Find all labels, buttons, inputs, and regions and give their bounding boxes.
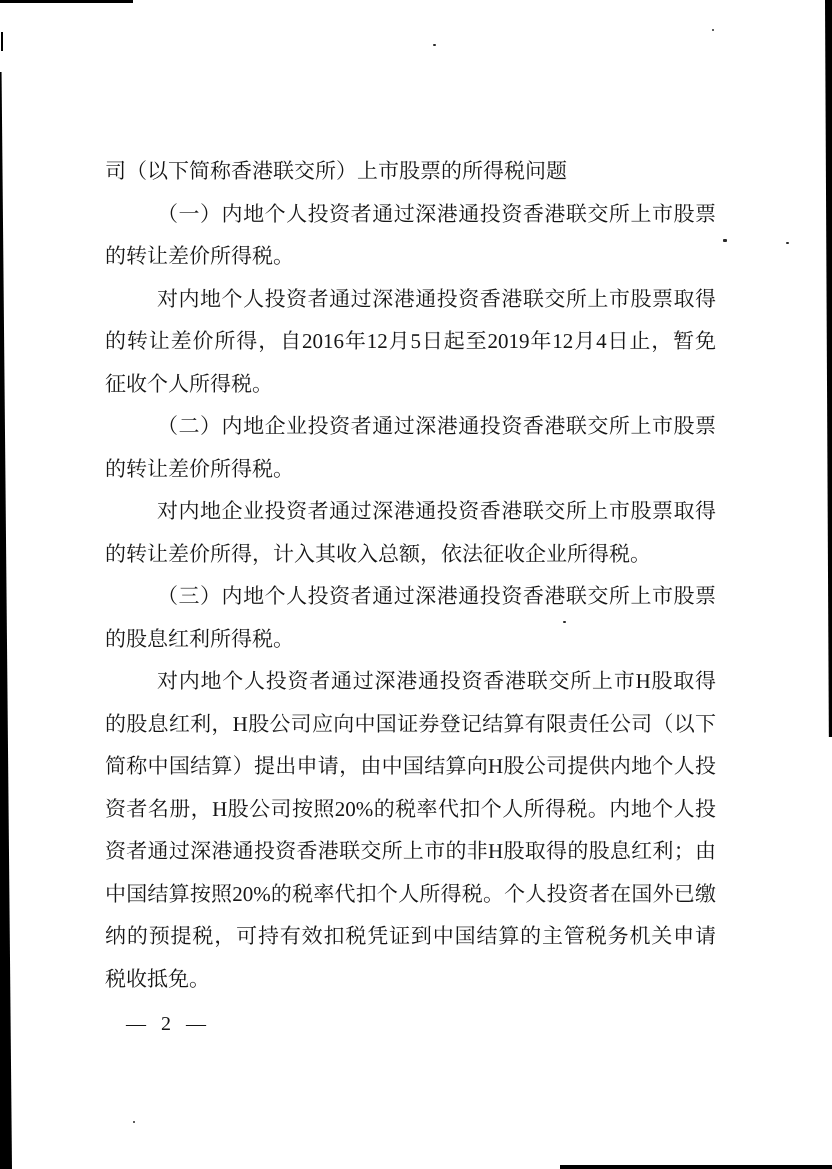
text-line: 中国结算按照20%的税率代扣个人所得税。个人投资者在国外已缴 (105, 881, 716, 906)
text-line: （三）内地个人投资者通过深港通投资香港联交所上市股票 (157, 584, 716, 608)
text-line: 资者名册，H股公司按照20%的税率代扣个人所得税。内地个人投 (105, 796, 716, 821)
text-line: 的转让差价所得，自2016年12月5日起至2019年12月4日止，暂免 (105, 329, 716, 353)
page-number: — 2 — (126, 1013, 211, 1035)
text-line: 对内地个人投资者通过深港通投资香港联交所上市H股取得 (157, 669, 716, 693)
scan-noise-dot (712, 29, 714, 31)
scan-noise-dot (133, 1121, 135, 1123)
text-line: 对内地个人投资者通过深港通投资香港联交所上市股票取得 (157, 286, 716, 311)
document-body (105, 150, 716, 1000)
text-line: 简称中国结算）提出申请，由中国结算向H股公司提供内地个人投 (105, 754, 716, 778)
text-line: 的股息红利所得税。 (105, 626, 294, 651)
text-line: 对内地企业投资者通过深港通投资香港联交所上市股票取得 (157, 499, 716, 523)
text-line: 司（以下简称香港联交所）上市股票的所得税问题 (105, 159, 567, 183)
scan-noise-dot (433, 44, 436, 46)
text-line: 的股息红利，H股公司应向中国证券登记结算有限责任公司（以下 (105, 711, 716, 736)
text-line: 征收个人所得税。 (105, 371, 273, 396)
scan-noise-dot (723, 239, 727, 242)
scan-artifact-left-tick (1, 32, 3, 51)
text-line: 税收抵免。 (105, 966, 210, 991)
text-line: （一）内地个人投资者通过深港通投资香港联交所上市股票 (157, 201, 716, 226)
scan-noise-dot (786, 242, 789, 244)
text-line: 的转让差价所得，计入其收入总额，依法征收企业所得税。 (105, 541, 651, 566)
text-line: 纳的预提税，可持有效扣税凭证到中国结算的主管税务机关申请 (105, 924, 716, 948)
scan-artifact-left-edge (0, 72, 12, 1169)
text-line: 资者通过深港通投资香港联交所上市的非H股取得的股息红利；由 (105, 839, 716, 863)
text-line: 的转让差价所得税。 (105, 456, 294, 481)
scan-artifact-top-line (0, 0, 133, 3)
text-line: 的转让差价所得税。 (105, 244, 294, 268)
scan-artifact-bottom-line (560, 1165, 832, 1169)
text-line: （二）内地企业投资者通过深港通投资香港联交所上市股票 (157, 414, 716, 438)
scan-artifact-right-edge (825, 0, 832, 737)
